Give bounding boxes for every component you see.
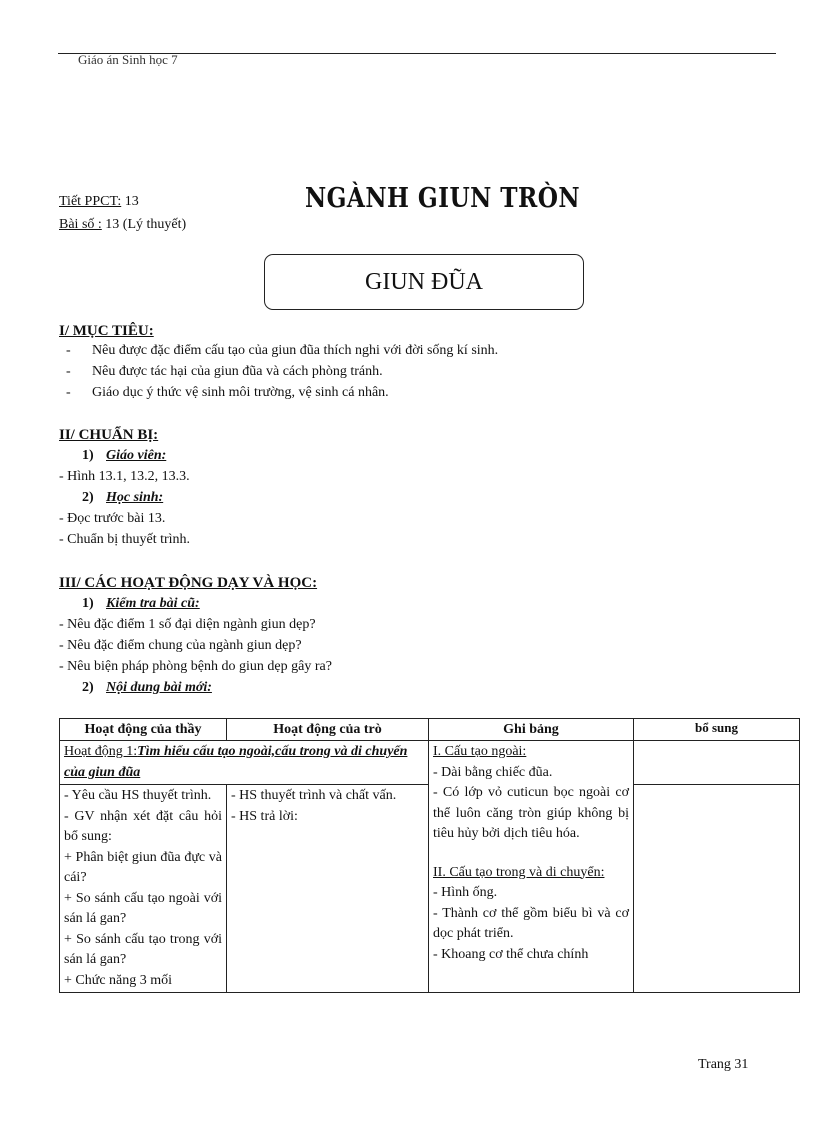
kt-item: - Nêu đặc điểm chung của ngành giun dẹp? (59, 638, 302, 653)
page-title: NGÀNH GIUN TRÒN (305, 183, 581, 214)
sec3-heading: III/ CÁC HOẠT ĐỘNG DẠY VÀ HỌC: (59, 575, 318, 591)
teacher-cell: - Yêu cầu HS thuyết trình. - GV nhận xét đặt câu hỏi bổ sung: + Phân biệt giun đũa đực và cái? + So sánh cấu tạo ngoài với sán lá gan? + So sánh cấu tạo trong với sán lá gan? + Chức năng 3 mối (60, 785, 227, 993)
student-cell: - HS thuyết trình và chất vấn. - HS trả lời: (227, 785, 429, 993)
subtitle: GIUN ĐŨA (365, 268, 483, 295)
col-header-student: Hoạt động của trò (227, 719, 429, 741)
hs-heading: 2) Học sinh: (82, 490, 164, 505)
page-number: Trang 31 (698, 1057, 749, 1072)
kt-item: - Nêu đặc điểm 1 số đại diện ngành giun dẹp? (59, 617, 316, 632)
board-line: - Dài bằng chiếc đũa. (433, 764, 553, 780)
hs-item: - Chuẩn bị thuyết trình. (59, 532, 191, 547)
board-line: - Có lớp vỏ cuticun bọc ngoài cơ thể luôn căng tròn giúp không bị tiêu hủy bởi dịch tiêu hóa. (433, 785, 629, 841)
header-text: Giáo án Sinh học 7 (78, 52, 178, 67)
nd-heading: 2) Nội dung bài mới: (82, 680, 212, 695)
board-line: - Hình ống. (433, 885, 498, 900)
gv-item: - Hình 13.1, 13.2, 13.3. (59, 469, 190, 484)
activity-title-cell (60, 741, 429, 785)
sec1-heading: I/ MỤC TIÊU: (59, 323, 154, 339)
activity-prefix: Hoạt động 1: (64, 744, 138, 759)
col-header-extra: bổ sung (634, 719, 800, 741)
activity-title: Tìm hiểu cấu tạo ngoài,cấu trong và di chuyển của giun đũa (64, 744, 408, 780)
col-header-teacher: Hoạt động của thầy (60, 719, 227, 741)
sec1-item: - Giáo dục ý thức vệ sinh môi trường, vệ sinh cá nhân. (66, 385, 389, 400)
board-line: - Khoang cơ thể chưa chính (433, 946, 589, 962)
extra-cell-bottom (634, 785, 800, 993)
sec1-item: - Nêu được tác hại của giun đũa và cách phòng tránh. (66, 364, 383, 379)
sec2-heading: II/ CHUẨN BỊ: (59, 427, 159, 443)
tiet-value: 13 (121, 194, 139, 209)
board-cell (429, 741, 634, 993)
extra-cell-top (634, 741, 800, 785)
activity-table (59, 718, 800, 993)
bai-label: Bài số : (59, 217, 102, 232)
hs-item: - Đọc trước bài 13. (59, 511, 166, 526)
board-heading-1: I. Cấu tạo ngoài: (433, 744, 527, 759)
sec1-item: - Nêu được đặc điểm cấu tạo của giun đũa thích nghi với đời sống kí sinh. (66, 343, 499, 358)
kt-item: - Nêu biện pháp phòng bệnh do giun dẹp gây ra? (59, 659, 332, 674)
board-heading-2: II. Cấu tạo trong và di chuyển: (433, 864, 605, 880)
gv-heading: 1) Giáo viên: (82, 448, 167, 463)
tiet-label: Tiết PPCT: (59, 194, 122, 209)
bai-value: 13 (Lý thuyết) (101, 217, 187, 232)
subtitle-box (264, 254, 584, 310)
tiet-line (59, 194, 139, 210)
board-line: - Thành cơ thể gồm biểu bì và cơ dọc phát triển. (433, 905, 629, 941)
col-header-board: Ghi bảng (429, 719, 634, 741)
bai-line (59, 217, 186, 233)
kt-heading: 1) Kiểm tra bài cũ: (82, 596, 200, 611)
